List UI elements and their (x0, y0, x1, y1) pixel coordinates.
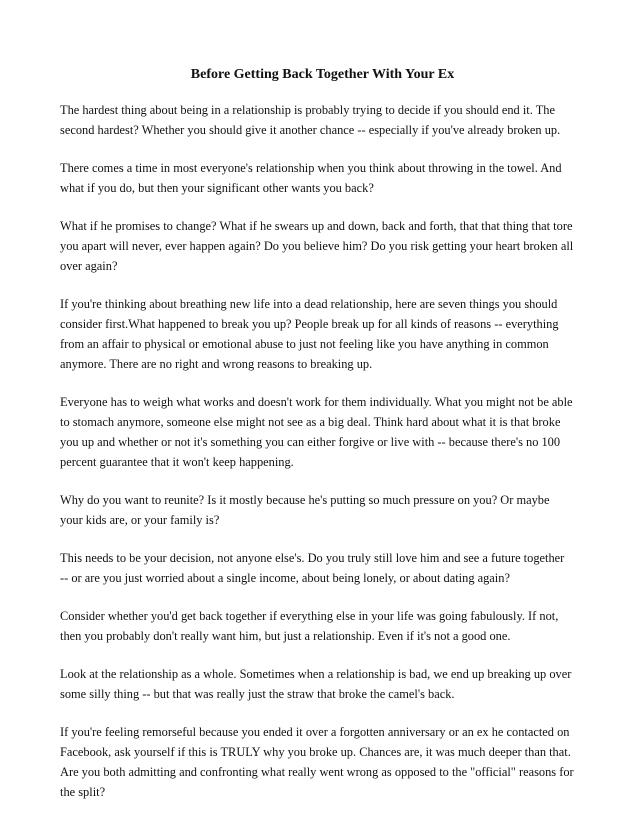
document-title: Before Getting Back Together With Your Ex (190, 67, 455, 82)
text-line: If you're thinking about breathing new life into a dead relationship, here are seven things you should (60, 297, 558, 311)
text-line: the split? (60, 785, 106, 799)
text-line: Why do you want to reunite? Is it mostly because he's putting so much pressure on you? Or maybe (60, 493, 550, 507)
text-line: Look at the relationship as a whole. Sometimes when a relationship is bad, we end up breaking up over (60, 667, 572, 681)
paragraph-9 (60, 664, 585, 704)
text-line: some silly thing -- but that was really just the straw that broke the camel's back. (60, 687, 455, 701)
text-line: your kids are, or your family is? (60, 513, 220, 527)
paragraph-5 (60, 392, 585, 472)
text-line: you up and whether or not it's something you can either forgive or live with -- because there's no 100 (60, 435, 561, 449)
text-line: There comes a time in most everyone's relationship when you think about throwing in the towel. And (60, 161, 562, 175)
text-line: percent guarantee that it won't keep happening. (60, 455, 294, 469)
text-line: to stomach anymore, someone else might not see as a big deal. Think hard about what it is that broke (60, 415, 561, 429)
text-line: If you're feeling remorseful because you ended it over a forgotten anniversary or an ex he contacted on (60, 725, 570, 739)
text-line: over again? (60, 259, 118, 273)
text-line: This needs to be your decision, not anyone else's. Do you truly still love him and see a future together (60, 551, 565, 565)
text-line: from an affair to physical or emotional abuse to just not feeling like you have anything in common (60, 337, 549, 351)
text-line: anymore. There are no right and wrong reasons to breaking up. (60, 357, 373, 371)
text-line: The hardest thing about being in a relationship is probably trying to decide if you should end it. The (60, 103, 555, 117)
paragraph-10 (60, 722, 585, 802)
text-line: then you probably don't really want him, but just a relationship. Even if it's not a good one. (60, 629, 511, 643)
text-line: Consider whether you'd get back together if everything else in your life was going fabulously. If not, (60, 609, 559, 623)
paragraph-1 (60, 100, 585, 140)
paragraph-3 (60, 216, 585, 276)
text-line: you apart will never, ever happen again? Do you believe him? Do you risk getting your heart broken all (60, 239, 574, 253)
text-line: Facebook, ask yourself if this is TRULY why you broke up. Chances are, it was much deeper than that. (60, 745, 571, 759)
text-line: Are you both admitting and confronting what really went wrong as opposed to the "official" reasons for (60, 765, 574, 779)
paragraph-4 (60, 294, 585, 374)
text-line: second hardest? Whether you should give it another chance -- especially if you've already broken up. (60, 123, 561, 137)
text-line: what if you do, but then your significant other wants you back? (60, 181, 374, 195)
text-line: -- or are you just worried about a single income, about being lonely, or about dating again? (60, 571, 510, 585)
paragraph-7 (60, 548, 585, 588)
text-line: What if he promises to change? What if he swears up and down, back and forth, that that thing that tore (60, 219, 573, 233)
paragraph-8 (60, 606, 585, 646)
document-page (60, 66, 585, 820)
text-line: Everyone has to weigh what works and doesn't work for them individually. What you might not be able (60, 395, 573, 409)
paragraph-2 (60, 158, 585, 198)
paragraph-6 (60, 490, 585, 530)
text-line: consider first.What happened to break you up? People break up for all kinds of reasons -- everything (60, 317, 559, 331)
